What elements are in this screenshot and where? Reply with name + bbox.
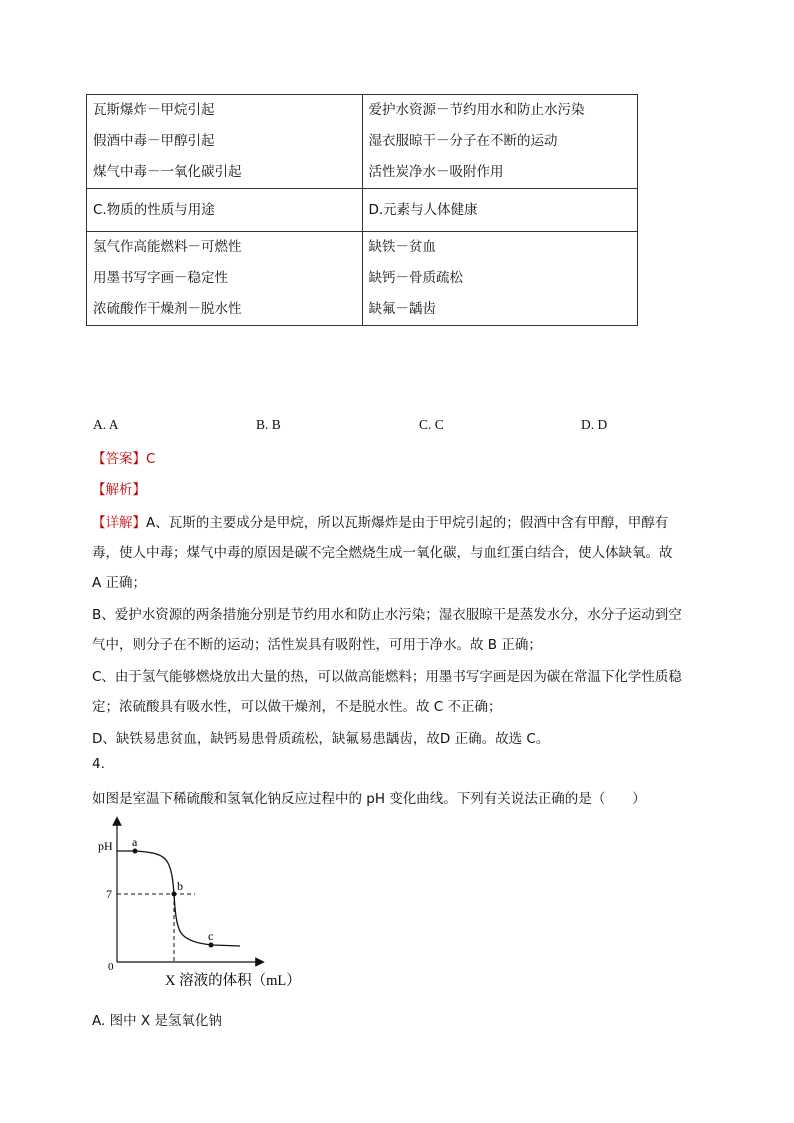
table-header-cell: D.元素与人体健康 (362, 189, 638, 232)
cell-line: 湿衣服晾干－分子在不断的运动 (368, 133, 558, 149)
option-a: A. A (93, 417, 119, 432)
point-a-label: a (132, 835, 138, 849)
explanation-line: C、由于氢气能够燃烧放出大量的热，可以做高能燃料；用墨书写字画是因为碳在常温下化学性质稳 (92, 669, 682, 685)
option-b: B. B (256, 417, 281, 432)
cell-line: 缺铁－贫血 (368, 239, 436, 255)
explanation-line: B、爱护水资源的两条措施分别是节约用水和防止水污染；湿衣服晾干是蒸发水分，水分子运动到空 (92, 607, 682, 623)
analysis-label: 【解析】 (92, 482, 146, 498)
table-cell (362, 95, 638, 189)
explanation-line: D、缺铁易患贫血，缺钙易患骨质疏松，缺氟易患龋齿，故D 正确。故选 C。 (92, 731, 550, 747)
table-header-row (87, 189, 638, 232)
y-axis-label: pH (98, 839, 113, 853)
explanation-line-1 (92, 508, 668, 538)
y-tick-label: 7 (106, 887, 112, 901)
cell-line: 假酒中毒－甲醇引起 (93, 133, 215, 149)
point-c-marker (209, 943, 214, 948)
cell-line: 爱护水资源－节约用水和防止水污染 (368, 102, 585, 118)
cell-line: 缺钙－骨质疏松 (368, 270, 463, 286)
cell-line: 活性炭净水－吸附作用 (368, 164, 504, 180)
cell-line: 用墨书写字画－稳定性 (93, 270, 228, 286)
explanation-line: A 正确； (92, 575, 147, 591)
cell-line: 瓦斯爆炸－甲烷引起 (93, 102, 215, 118)
point-b-label: b (177, 879, 183, 893)
x-axis-label: X 溶液的体积（mL） (165, 973, 301, 989)
table-row (87, 95, 638, 189)
answer-line: 【答案】C (92, 451, 156, 467)
question-number: 4. (92, 756, 105, 772)
explanation-line: 毒，使人中毒；煤气中毒的原因是碳不完全燃烧生成一氧化碳，与血红蛋白结合，使人体缺氧。故 (92, 545, 673, 561)
table-cell (362, 232, 638, 326)
explanation-text: A、瓦斯的主要成分是甲烷，所以瓦斯爆炸是由于甲烷引起的；假酒中含有甲醇，甲醇有 (146, 515, 669, 531)
question-option-a: A. 图中 X 是氢氧化钠 (92, 1013, 222, 1029)
explanation-line: 气中，则分子在不断的运动；活性炭具有吸附性，可用于净水。故 B 正确； (92, 637, 542, 653)
ph-curve-chart (95, 815, 325, 995)
point-a-marker (133, 849, 138, 854)
cell-line: 煤气中毒－一氧化碳引起 (93, 164, 242, 180)
table-cell (87, 232, 363, 326)
origin-label: 0 (108, 961, 114, 973)
point-c-label: c (208, 929, 214, 943)
detail-tag: 【详解】 (92, 515, 146, 531)
table-header-cell: C.物质的性质与用途 (87, 189, 363, 232)
table-cell (87, 95, 363, 189)
option-c: C. C (419, 417, 444, 432)
knowledge-table (86, 94, 638, 326)
explanation-line: 定；浓硫酸具有吸水性，可以做干燥剂，不是脱水性。故 C 不正确； (92, 699, 502, 715)
cell-line: 缺氟－龋齿 (368, 301, 436, 317)
point-b-marker (172, 892, 177, 897)
cell-line: 浓硫酸作干燥剂－脱水性 (93, 301, 242, 317)
option-d: D. D (581, 417, 608, 432)
cell-line: 氢气作高能燃料－可燃性 (93, 239, 242, 255)
question-stem: 如图是室温下稀硫酸和氢氧化钠反应过程中的 pH 变化曲线。下列有关说法正确的是（ ） (92, 791, 646, 807)
ph-curve (117, 851, 240, 946)
table-row (87, 232, 638, 326)
